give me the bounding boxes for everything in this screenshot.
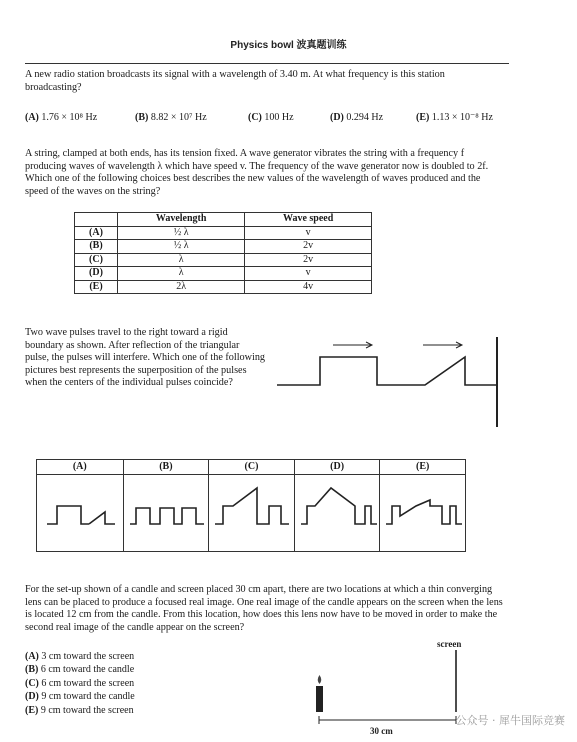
q1-choice-d-label: (D): [330, 112, 344, 123]
table-cell-label: (C): [75, 253, 118, 267]
watermark: 公众号 · 犀牛国际竞赛: [455, 714, 565, 727]
q4-choice-e-label: (E): [25, 704, 39, 716]
table-cell-wavelength: ½ λ: [118, 226, 245, 240]
table-cell-speed: 2v: [245, 240, 372, 254]
table-row: [75, 267, 372, 281]
q4-choice-a-label: (A): [25, 651, 39, 662]
candle-icon: [316, 686, 323, 712]
q4-choice-e: [25, 704, 135, 717]
pulse-string: [277, 357, 497, 385]
table-row: [75, 240, 372, 254]
q4-choice-d-label: (D): [25, 691, 39, 703]
q4-choice-a: [25, 650, 135, 663]
table-cell-label: (E): [75, 280, 118, 294]
q4-choices: [25, 650, 135, 717]
q4-choice-b: [25, 663, 135, 676]
q2-answer-table: [74, 212, 372, 294]
table-cell-speed: 4v: [245, 280, 372, 294]
pulse-option-b-graph: [124, 474, 210, 552]
q1-choice-b: [135, 112, 207, 123]
pulse-option-e: [379, 460, 465, 551]
table-header-blank: [75, 213, 118, 227]
q1-choice-e: [416, 112, 493, 123]
q4-choice-c-label: (C): [25, 677, 39, 689]
table-cell-speed: 2v: [245, 253, 372, 267]
q1-choice-e-text: 1.13 × 10⁻⁸ Hz: [431, 112, 493, 123]
table-row: [75, 226, 372, 240]
table-cell-wavelength: ½ λ: [118, 240, 245, 254]
q2-text: A string, clamped at both ends, has its tension fixed. A wave generator vibrates the string with a frequency f producing waves of wavelength λ which have speed v. The frequency of the wave generator now is doubled to 2f. Which one of the following choices best describes the new values of the wavelength of waves produced and the speed of the waves on the string?: [25, 148, 489, 197]
q1-choice-d-text: 0.294 Hz: [346, 112, 384, 123]
q4-choice-a-text: 3 cm toward the screen: [41, 651, 135, 662]
pulse-option-a: [37, 460, 123, 551]
table-cell-label: (B): [75, 240, 118, 254]
pulse-option-d-label: (D): [295, 460, 380, 475]
table-cell-speed: v: [245, 226, 372, 240]
pulse-option-c-label: (C): [209, 460, 294, 475]
table-cell-label: (A): [75, 226, 118, 240]
table-header-wavelength: Wavelength: [118, 213, 245, 227]
table-cell-speed: v: [245, 267, 372, 281]
q4-choice-c: [25, 677, 135, 690]
header-rule: [25, 63, 509, 64]
q4-choice-d: [25, 690, 135, 703]
flame-icon: [318, 675, 322, 684]
q1-choice-c-label: (C): [248, 112, 262, 123]
pulse-option-e-graph: [380, 474, 466, 552]
q4-choice-b-label: (B): [25, 664, 39, 676]
pulse-option-e-label: (E): [380, 460, 465, 475]
table-row: [75, 280, 372, 294]
pulse-option-d: [294, 460, 380, 551]
table-header-row: [75, 213, 372, 227]
q1-choice-a-text: 1.76 × 10⁸ Hz: [41, 112, 98, 123]
pulse-option-c: [208, 460, 294, 551]
q4-text: For the set-up shown of a candle and screen placed 30 cm apart, there are two locations at which a thin converging lens can be placed to produce a focused real image. One real image of the candle appears on the screen when the lens is located 12 cm from the candle. From this location, how does this lens now have to be moved in order to make the second real image of the candle appear on the screen?: [25, 584, 503, 633]
q1-choice-e-label: (E): [416, 112, 430, 123]
q1-choice-c: [248, 112, 294, 123]
q1-choice-d: [330, 112, 383, 123]
q1-choice-a-label: (A): [25, 112, 39, 123]
q1-choice-a: [25, 112, 97, 123]
q1-choice-b-label: (B): [135, 112, 149, 123]
pulse-option-b: [123, 460, 209, 551]
q4-choice-c-text: 6 cm toward the screen: [41, 677, 135, 689]
table-header-wave-speed: Wave speed: [245, 213, 372, 227]
pulse-option-d-graph: [295, 474, 381, 552]
table-cell-label: (D): [75, 267, 118, 281]
q1-choice-b-text: 8.82 × 10⁷ Hz: [150, 112, 207, 123]
screen-label: screen: [437, 639, 462, 649]
table-cell-wavelength: λ: [118, 253, 245, 267]
q1-choice-c-text: 100 Hz: [264, 112, 294, 123]
table-row: [75, 253, 372, 267]
pulse-option-b-label: (B): [124, 460, 209, 475]
q4-choice-d-text: 9 cm toward the candle: [41, 691, 135, 703]
table-cell-wavelength: 2λ: [118, 280, 245, 294]
pulse-option-a-graph: [37, 474, 123, 552]
pulse-option-a-label: (A): [37, 460, 123, 475]
q4-choice-e-text: 9 cm toward the screen: [40, 704, 134, 716]
q1-text: A new radio station broadcasts its signal with a wavelength of 3.40 m. At what frequency is this station broadcasting?: [25, 69, 445, 93]
pulse-options-table: [36, 459, 466, 552]
distance-label: 30 cm: [370, 726, 393, 736]
table-cell-wavelength: λ: [118, 267, 245, 281]
page-header: Physics bowl 波真题训练: [230, 40, 347, 51]
pulse-option-c-graph: [209, 474, 295, 552]
pulse-setup-figure: [275, 335, 510, 430]
q4-choice-b-text: 6 cm toward the candle: [40, 664, 135, 676]
q3-text: Two wave pulses travel to the right toward a rigid boundary as shown. After reflection of the triangular pulse, the pulses will interfere. Which one of the following pictures best represents the superposition of the pulses when the centers of the individual pulses coincide?: [25, 327, 266, 389]
